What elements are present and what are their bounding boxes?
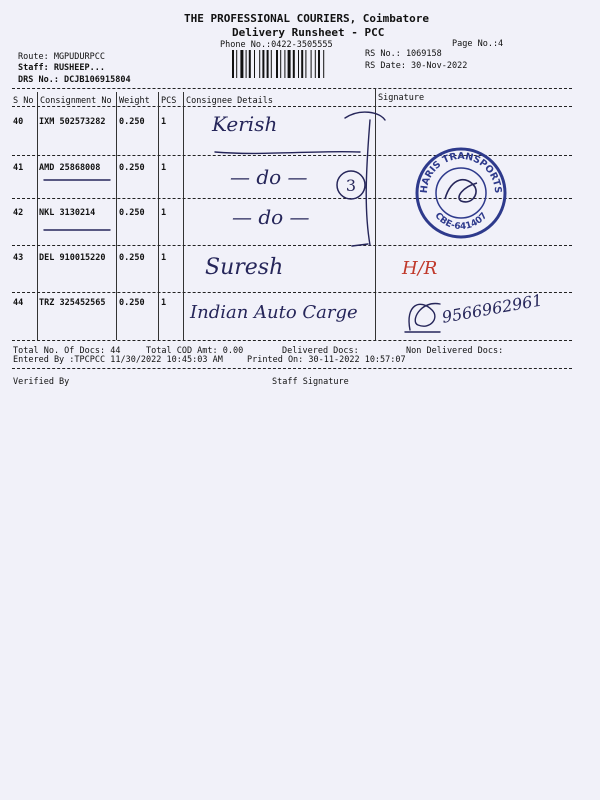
phone-number: Phone No.:0422-3505555 — [220, 40, 333, 50]
row-41-sno: 41 — [13, 163, 24, 173]
row-44-consignee: Indian Auto Carge — [190, 302, 358, 323]
row-44-sno: 44 — [13, 298, 24, 308]
row-40-sno: 40 — [13, 117, 24, 127]
row-42-weight: 0.250 — [119, 208, 145, 218]
col-consignee: Consignee Details — [186, 96, 273, 106]
row-41-consignment: AMD 25868008 — [39, 163, 101, 173]
company-stamp — [415, 147, 507, 239]
row-44-signature — [409, 304, 440, 330]
row-40-stroke — [345, 112, 385, 120]
row-44-weight: 0.250 — [119, 298, 145, 308]
row-41-consignee: — do — — [230, 165, 308, 189]
row-44-pcs: 1 — [161, 298, 167, 308]
entered-by: Entered By :TPCPCC 11/30/2022 10:45:03 AM — [13, 355, 223, 365]
row-40-weight: 0.250 — [119, 117, 145, 127]
row-43-sno: 43 — [13, 253, 24, 263]
written-phone-number: 9566962961 — [440, 290, 544, 327]
row-40-consignee: Kerish — [212, 112, 278, 136]
row-44-consignment: TRZ 325452565 — [39, 298, 106, 308]
delivered-docs: Delivered Docs: — [282, 346, 359, 356]
row-43-pcs: 1 — [161, 253, 167, 263]
col-consignment: Consignment No — [40, 96, 112, 106]
row-42-consignee: — do — — [232, 205, 310, 229]
rs-date: RS Date: 30-Nov-2022 — [365, 61, 468, 71]
staff-signature: Staff Signature — [272, 377, 349, 387]
rs-number: RS No.: 1069158 — [365, 49, 442, 59]
svg-text:CBE-641407: CBE-641407 — [432, 210, 490, 233]
svg-text:3: 3 — [345, 176, 357, 195]
staff-label: Staff: RUSHEEP... — [18, 63, 105, 73]
row-40-pcs: 1 — [161, 117, 167, 127]
route-label: Route: MGPUDURPCC — [18, 52, 105, 62]
row-43-signature: H/R — [402, 258, 438, 279]
row-41-pcs: 1 — [161, 163, 167, 173]
non-delivered-docs: Non Delivered Docs: — [406, 346, 504, 356]
col-weight: Weight — [119, 96, 150, 106]
row-43-consignment: DEL 910015220 — [39, 253, 106, 263]
drs-number: DRS No.: DCJB106915804 — [18, 75, 131, 85]
ditto-vertical-stroke — [366, 120, 370, 245]
verified-by: Verified By — [13, 377, 70, 387]
col-pcs: PCS — [161, 96, 177, 106]
svg-text:HARIS TRANSPORTS: HARIS TRANSPORTS — [418, 150, 504, 194]
row-43-weight: 0.250 — [119, 253, 145, 263]
row-43-consignee: Suresh — [205, 255, 284, 280]
document-title: Delivery Runsheet - PCC — [232, 26, 385, 39]
row-42-sno: 42 — [13, 208, 24, 218]
col-signature: Signature — [378, 93, 425, 103]
company-name: THE PROFESSIONAL COURIERS, Coimbatore — [184, 12, 430, 25]
row-42-pcs: 1 — [161, 208, 167, 218]
total-cod: Total COD Amt: 0.00 — [146, 346, 244, 356]
row-40-consignment: IXM 502573282 — [39, 117, 106, 127]
col-sno: S No — [13, 96, 34, 106]
total-docs: Total No. Of Docs: 44 — [13, 346, 121, 356]
row-41-weight: 0.250 — [119, 163, 145, 173]
row-42-consignment: NKL 3130214 — [39, 208, 96, 218]
circled-number — [337, 171, 365, 199]
page-number: Page No.:4 — [452, 39, 504, 49]
printed-on: Printed On: 30-11-2022 10:57:07 — [247, 355, 406, 365]
